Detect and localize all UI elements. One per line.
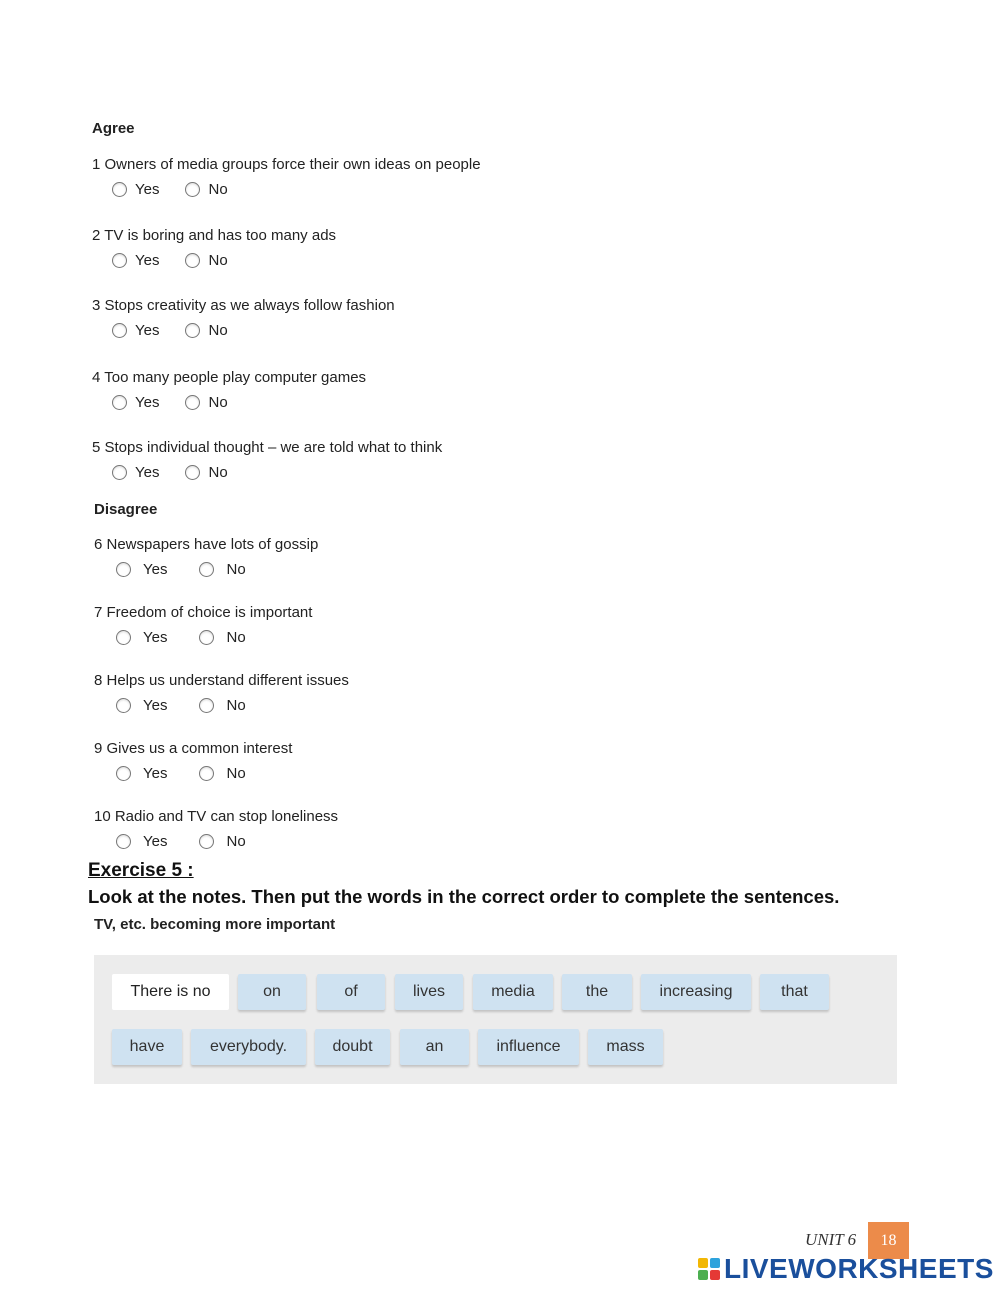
yes-option[interactable] (116, 697, 167, 714)
exercise-instruction: Look at the notes. Then put the words in the correct order to complete the sentences. (88, 886, 840, 907)
word-tile[interactable]: media (473, 974, 553, 1010)
exercise-note: TV, etc. becoming more important (94, 916, 336, 933)
yes-label: Yes (143, 833, 168, 850)
no-label: No (226, 697, 246, 714)
word-tile[interactable]: mass (588, 1029, 663, 1065)
radio-button[interactable] (112, 323, 127, 338)
radio-button[interactable] (199, 698, 214, 713)
question-5 (92, 439, 612, 481)
radio-button[interactable] (185, 253, 200, 268)
question-7 (94, 604, 614, 646)
word-tile[interactable]: lives (395, 974, 463, 1010)
no-option[interactable] (185, 181, 227, 198)
question-10 (94, 808, 614, 850)
no-option[interactable] (185, 464, 227, 481)
yes-label: Yes (135, 252, 160, 269)
radio-button[interactable] (116, 766, 131, 781)
radio-button[interactable] (116, 698, 131, 713)
question-text: 10 Radio and TV can stop loneliness (94, 808, 339, 825)
radio-button[interactable] (112, 395, 127, 410)
no-label: No (208, 252, 228, 269)
yes-label: Yes (135, 181, 160, 198)
no-option[interactable] (185, 394, 227, 411)
no-option[interactable] (199, 697, 245, 714)
yes-label: Yes (135, 394, 160, 411)
fixed-start-text: There is no (112, 974, 229, 1010)
word-tile[interactable]: that (760, 974, 829, 1010)
radio-button[interactable] (185, 323, 200, 338)
no-label: No (208, 464, 228, 481)
unit-label: UNIT 6 (805, 1230, 857, 1249)
radio-button[interactable] (199, 562, 214, 577)
brand-name: LIVEWORKSHEETS (724, 1253, 994, 1284)
no-label: No (208, 322, 228, 339)
question-text: 9 Gives us a common interest (94, 740, 293, 757)
word-tile[interactable]: everybody. (191, 1029, 306, 1065)
yes-option[interactable] (116, 561, 167, 578)
yes-label: Yes (143, 697, 168, 714)
question-1 (92, 156, 612, 198)
yes-label: Yes (143, 629, 168, 646)
question-text: 6 Newspapers have lots of gossip (94, 536, 319, 553)
no-label: No (226, 561, 246, 578)
yes-label: Yes (143, 765, 168, 782)
brand (698, 1253, 994, 1285)
radio-button[interactable] (116, 562, 131, 577)
yes-label: Yes (135, 464, 160, 481)
word-tile[interactable]: doubt (315, 1029, 390, 1065)
page-number: 18 (868, 1222, 909, 1259)
word-order-tray (94, 955, 897, 1084)
no-option[interactable] (199, 833, 245, 850)
radio-button[interactable] (116, 630, 131, 645)
radio-button[interactable] (185, 395, 200, 410)
no-label: No (208, 181, 228, 198)
yes-option[interactable] (112, 464, 159, 481)
yes-label: Yes (135, 322, 160, 339)
yes-option[interactable] (112, 394, 159, 411)
no-option[interactable] (199, 629, 245, 646)
question-text: 7 Freedom of choice is important (94, 604, 313, 621)
no-option[interactable] (185, 252, 227, 269)
word-tile[interactable]: have (112, 1029, 182, 1065)
no-option[interactable] (199, 561, 245, 578)
radio-button[interactable] (199, 834, 214, 849)
question-text: 2 TV is boring and has too many ads (92, 227, 337, 244)
question-text: 8 Helps us understand different issues (94, 672, 349, 689)
liveworksheets-logo-icon (698, 1258, 720, 1280)
radio-button[interactable] (185, 182, 200, 197)
disagree-heading: Disagree (94, 501, 158, 518)
question-6 (94, 536, 614, 578)
question-9 (94, 740, 614, 782)
no-label: No (226, 765, 246, 782)
radio-button[interactable] (116, 834, 131, 849)
radio-button[interactable] (199, 766, 214, 781)
question-text: 4 Too many people play computer games (92, 369, 367, 386)
question-text: 3 Stops creativity as we always follow fashion (92, 297, 395, 314)
yes-option[interactable] (112, 322, 159, 339)
question-text: 1 Owners of media groups force their own ideas on people (92, 156, 481, 173)
yes-option[interactable] (116, 833, 167, 850)
no-label: No (208, 394, 228, 411)
yes-option[interactable] (116, 629, 167, 646)
word-tile[interactable]: on (238, 974, 306, 1010)
word-tile[interactable]: of (317, 974, 385, 1010)
yes-label: Yes (143, 561, 168, 578)
word-tile[interactable]: the (562, 974, 632, 1010)
no-label: No (226, 629, 246, 646)
word-tile[interactable]: an (400, 1029, 469, 1065)
question-4 (92, 369, 612, 411)
word-tile[interactable]: influence (478, 1029, 579, 1065)
question-2 (92, 227, 612, 269)
yes-option[interactable] (112, 252, 159, 269)
radio-button[interactable] (112, 182, 127, 197)
question-text: 5 Stops individual thought – we are told what to think (92, 439, 443, 456)
radio-button[interactable] (112, 465, 127, 480)
no-label: No (226, 833, 246, 850)
agree-heading: Agree (92, 120, 135, 137)
word-tile[interactable]: increasing (641, 974, 751, 1010)
exercise-title: Exercise 5 : (88, 860, 194, 881)
no-option[interactable] (199, 765, 245, 782)
question-3 (92, 297, 612, 339)
radio-button[interactable] (199, 630, 214, 645)
yes-option[interactable] (112, 181, 159, 198)
question-8 (94, 672, 614, 714)
yes-option[interactable] (116, 765, 167, 782)
radio-button[interactable] (112, 253, 127, 268)
no-option[interactable] (185, 322, 227, 339)
radio-button[interactable] (185, 465, 200, 480)
